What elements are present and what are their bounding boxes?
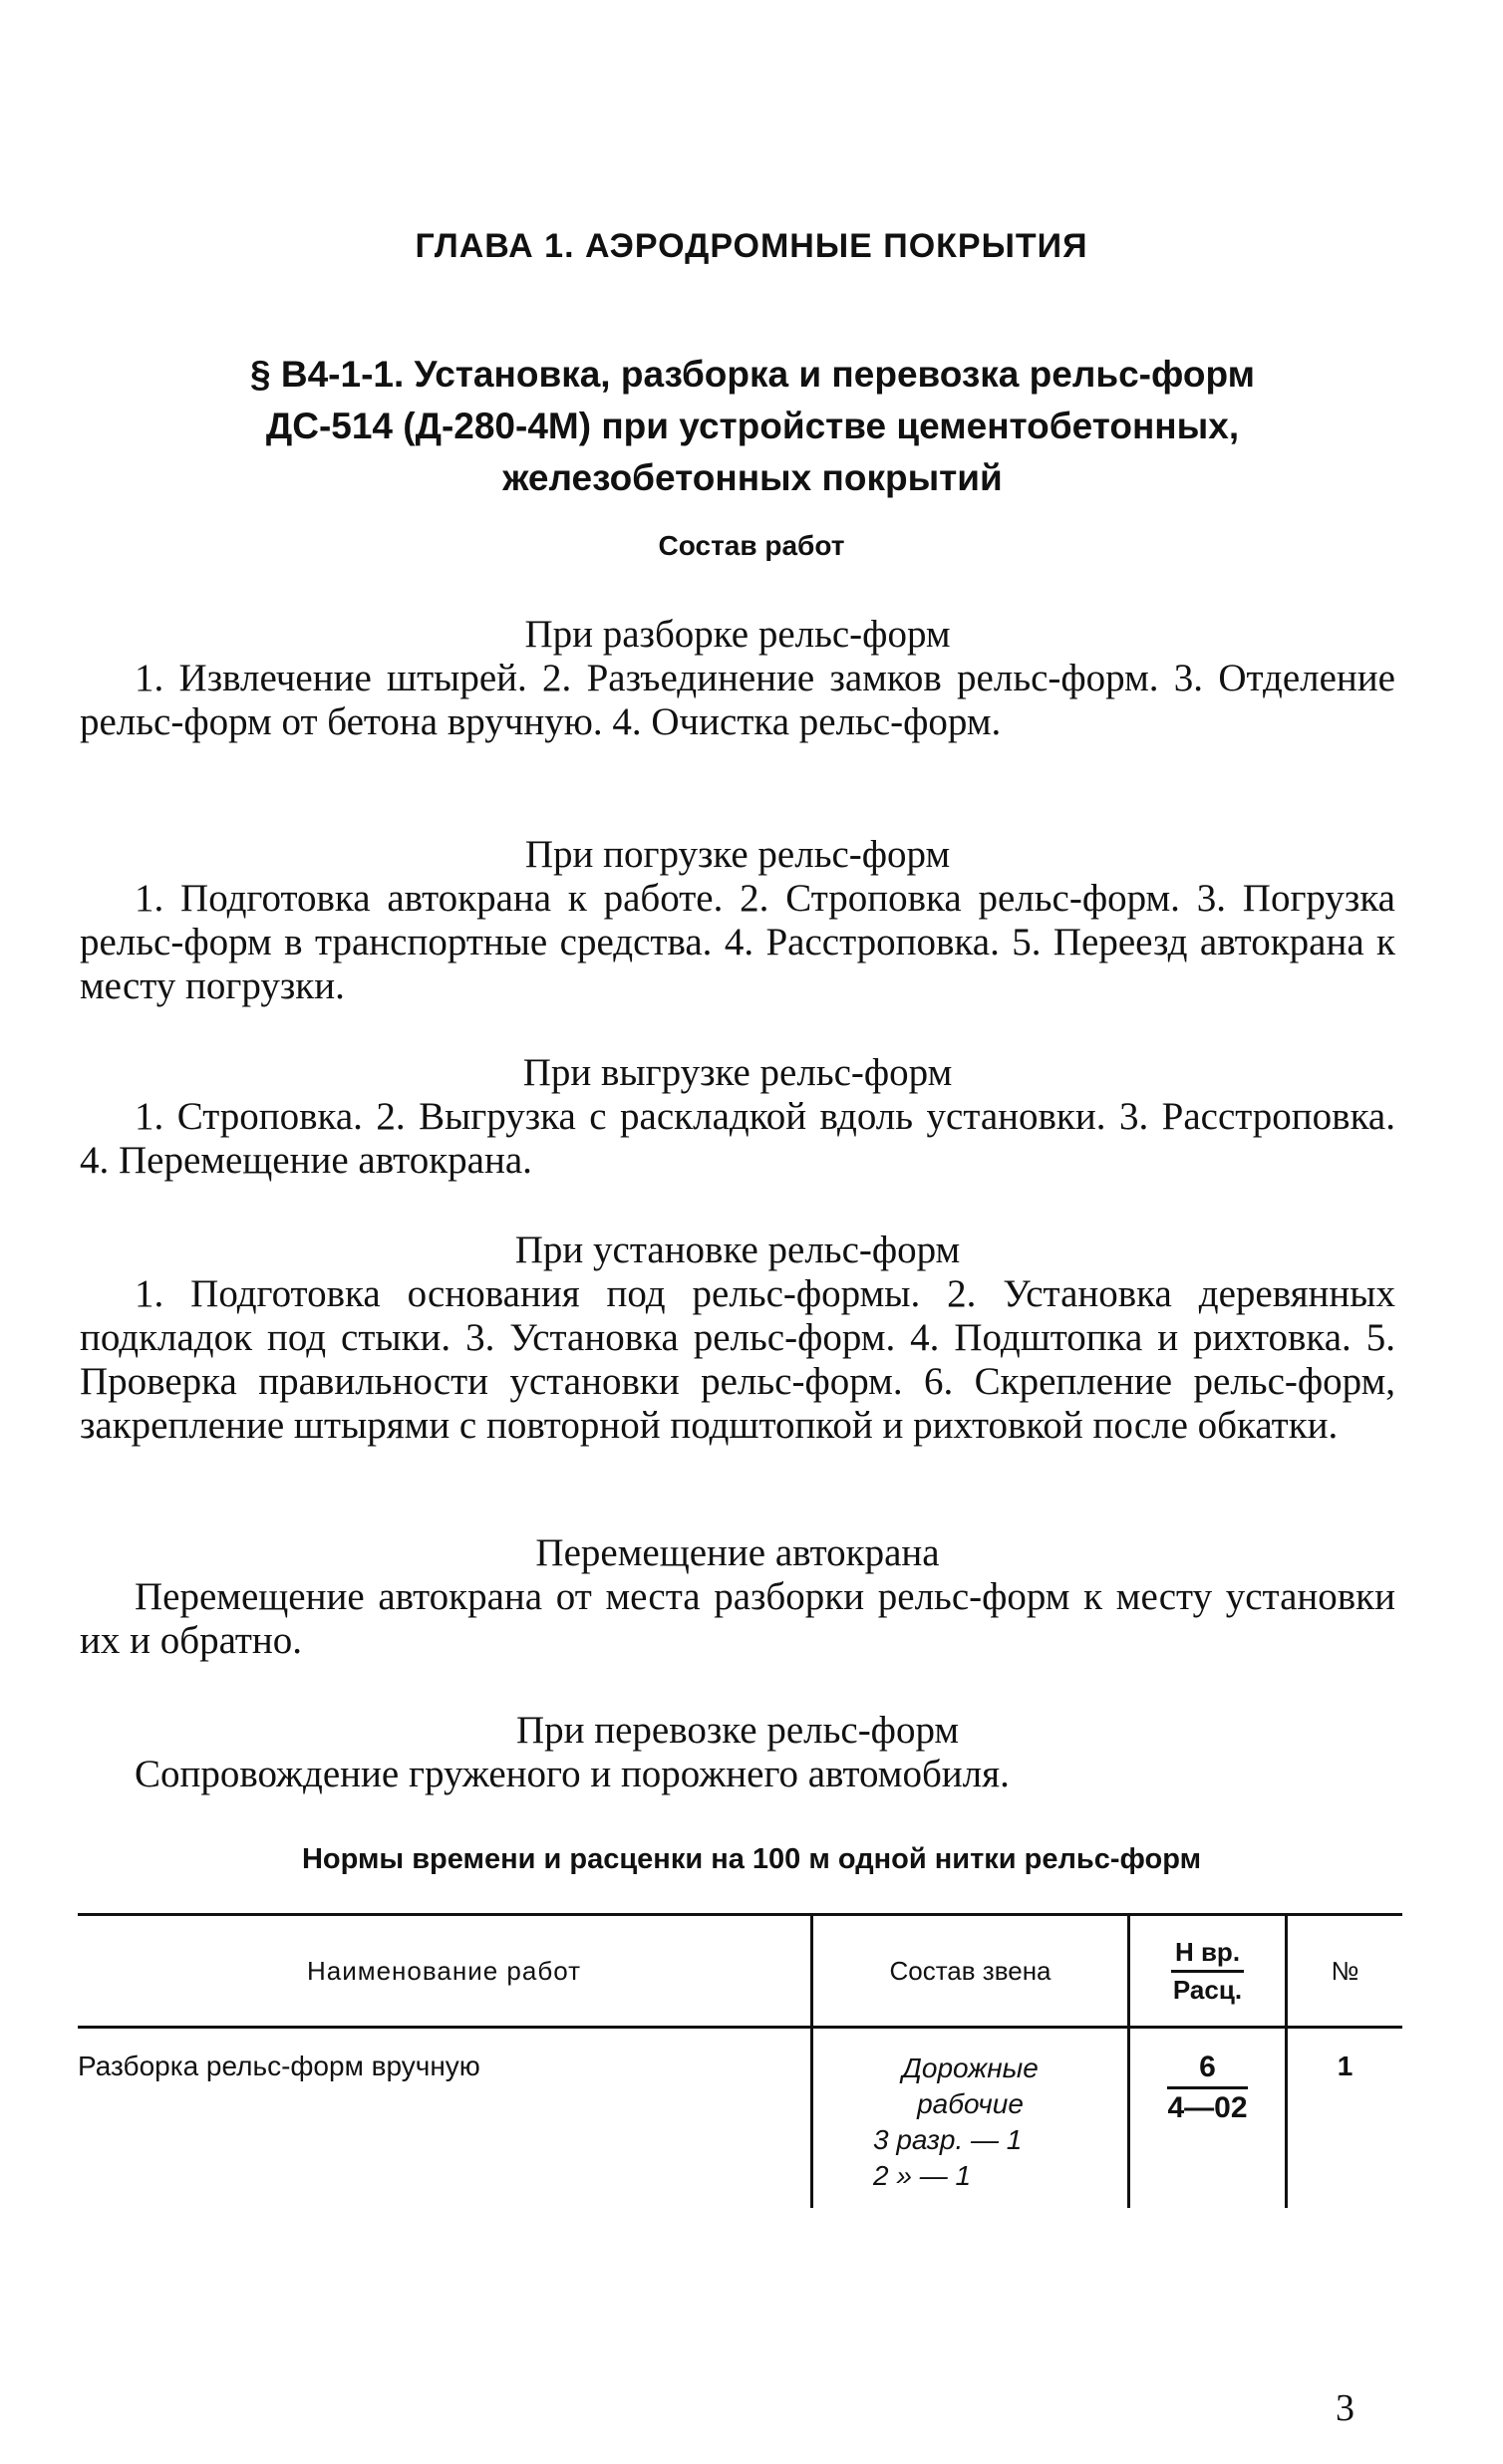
cell-work-name: Разборка рельс-форм вручную [78, 2051, 480, 2081]
norm-time-label: Н вр. [1171, 1937, 1244, 1973]
work-block-unloading [80, 1051, 1395, 1183]
section-title-line-2: ДС-514 (Д-280-4М) при устройстве цементобетонных, [265, 406, 1240, 446]
chapter-title: ГЛАВА 1. АЭРОДРОМНЫЕ ПОКРЫТИЯ [415, 227, 1088, 265]
composition-heading: Состав работ [658, 530, 845, 561]
norms-table [78, 1913, 1402, 2208]
norm-time-value: 6 [1167, 2051, 1247, 2089]
section-title [120, 349, 1385, 504]
norm-fraction [1167, 2051, 1247, 2125]
block-text: Перемещение автокрана от места разборки рельс-форм к месту установки их и обратно. [80, 1575, 1395, 1662]
crew-line: Дорожные [902, 2053, 1039, 2083]
norms-title: Нормы времени и расценки на 100 м одной нитки рельс-форм [301, 1843, 1202, 1875]
cell-crew [812, 2028, 1129, 2209]
section-title-line-3: железобетонных покрытий [502, 457, 1003, 498]
work-block-loading [80, 833, 1395, 1008]
rate-label: Расц. [1172, 1974, 1243, 2005]
work-block-crane-move [80, 1531, 1395, 1663]
block-text: 1. Подготовка основания под рельс-формы. 2. Установка деревянных подкладок под стыки. 3. Установка рельс-форм. 4. Подштопка и рихтовка. 5. Проверка правильности установки рельс-форм. 6. Скрепление рельс-форм, закрепление штырями с повторной подштопкой и рихтовкой после обкатки. [80, 1272, 1395, 1447]
rate-value: 4—02 [1167, 2091, 1248, 2124]
header-work-name: Наименование работ [78, 1915, 812, 2028]
block-text: 1. Извлечение штырей. 2. Разъединение замков рельс-форм. 3. Отделение рельс-форм от бетона вручную. 4. Очистка рельс-форм. [80, 657, 1395, 743]
block-heading: При погрузке рельс-форм [524, 833, 951, 876]
block-heading: При разборке рельс-форм [524, 613, 951, 656]
block-heading: При установке рельс-форм [514, 1229, 961, 1271]
block-text: 1. Строповка. 2. Выгрузка с раскладкой вдоль установки. 3. Расстроповка. 4. Перемещение автокрана. [80, 1095, 1395, 1182]
work-block-disassembly [80, 613, 1395, 744]
block-heading: При выгрузке рельс-форм [522, 1051, 953, 1094]
header-crew: Состав звена [812, 1915, 1129, 2028]
block-text: Сопровождение груженого и порожнего автомобиля. [135, 1753, 1010, 1795]
norm-fraction-header [1171, 1937, 1244, 2006]
table-header-row [78, 1915, 1402, 2028]
block-text: 1. Подготовка автокрана к работе. 2. Строповка рельс-форм. 3. Погрузка рельс-форм в транспортные средства. 4. Расстроповка. 5. Переезд автокрана к месту погрузки. [80, 877, 1395, 1007]
crew-line: рабочие [917, 2088, 1024, 2119]
block-heading: При перевозке рельс-форм [515, 1709, 960, 1752]
header-number: № [1287, 1915, 1403, 2028]
table-row [78, 2028, 1402, 2209]
work-block-installation [80, 1229, 1395, 1448]
page-number: 3 [1336, 2387, 1354, 2429]
cell-norm [1129, 2028, 1287, 2209]
crew-grade-2: 2 » — 1 [873, 2160, 972, 2191]
section-title-line-1: § В4-1-1. Установка, разборка и перевозка рельс-форм [250, 354, 1255, 395]
work-block-transport [80, 1709, 1395, 1796]
header-norm [1129, 1915, 1287, 2028]
crew-grade-3: 3 разр. — 1 [873, 2124, 1023, 2155]
block-heading: Перемещение автокрана [535, 1531, 940, 1574]
cell-number: 1 [1287, 2028, 1403, 2209]
